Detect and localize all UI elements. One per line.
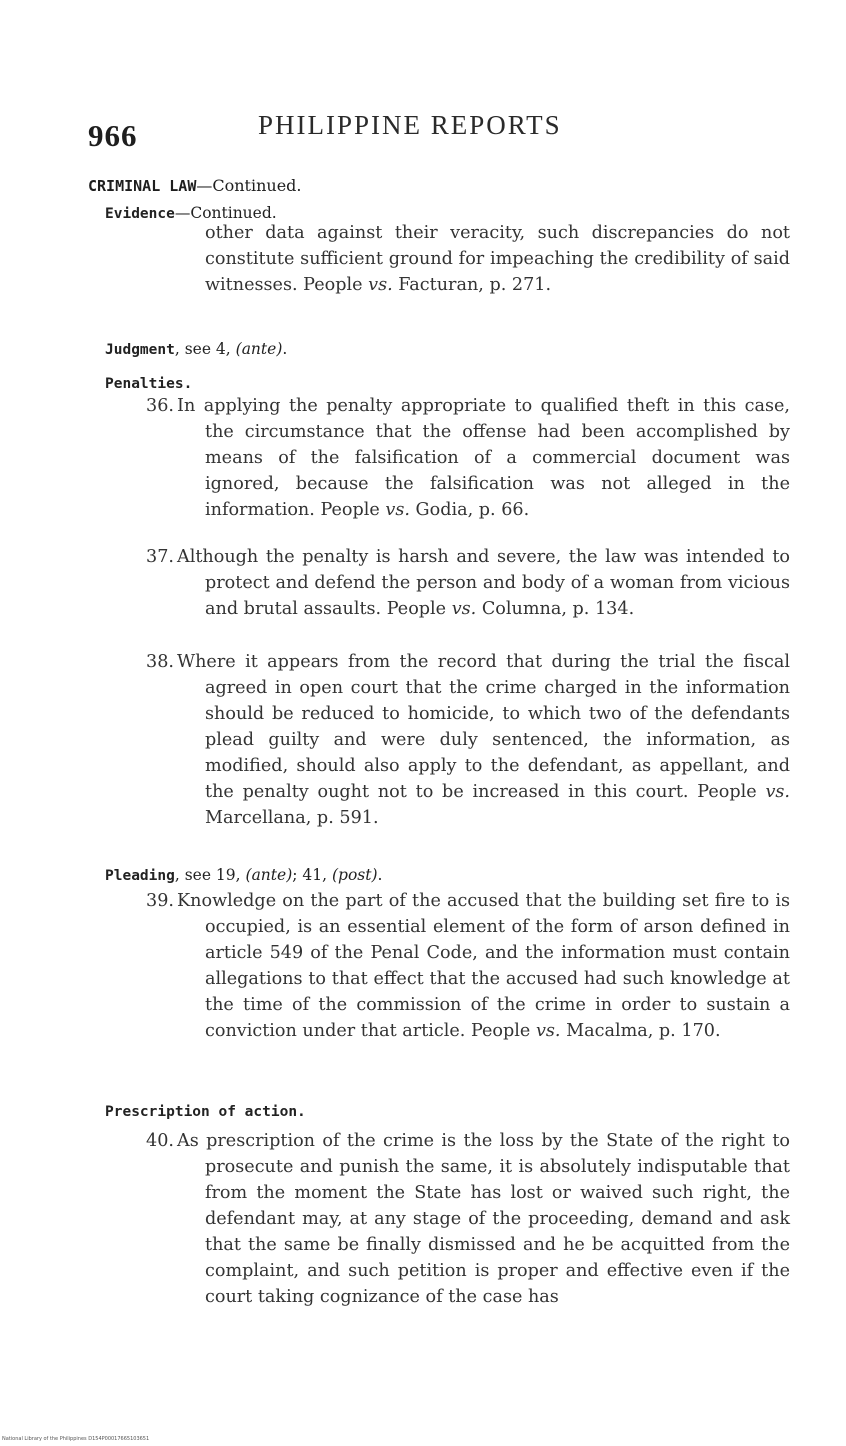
pleading-mid: ; 41, [292, 866, 332, 884]
versus-abbr: vs. [368, 275, 393, 295]
versus-abbr: vs. [385, 500, 410, 520]
entry-number: 40. [146, 1131, 174, 1151]
entry-body: Knowledge on the part of the accused that the building set fire to is occupied, is an essential element of the form of arson defined in article 549 of the Penal Code, and the information must contain allegations to that effect that the accused had such knowledge at the time of the commission of the crime in order to sustain a conviction under that article. People [177, 891, 790, 1041]
versus-abbr: vs. [451, 599, 477, 619]
entry-body: As prescription of the crime is the loss by the State of the right to prosecute and punish the same, it is absolutely indisputable that from the moment the State has lost or waived such right, the defendant may, at any stage of the proceeding, demand and ask that the same be finally dismissed and he be acquitted from the complaint, and such petition is proper and effective even if the court taking cognizance of the case has [177, 1131, 790, 1307]
heading-criminal-law [88, 176, 302, 195]
case-citation: Godia, p. 66. [409, 500, 530, 520]
heading-prescription [105, 1102, 306, 1120]
judgment-ref: , see 4, [174, 340, 236, 358]
heading-penalties-label: Penalties. [105, 376, 193, 392]
entry-37 [146, 544, 790, 622]
judgment-end: . [282, 340, 288, 358]
pleading-ante: (ante) [245, 866, 293, 884]
heading-penalties [105, 374, 192, 392]
entry-body: In applying the penalty appropriate to qualified theft in this case, the circumstance that the offense had been accomplished by means of the falsification of a commercial document was ignored, because the falsification was not alleged in the information. People [177, 396, 790, 520]
heading-pleading-label: Pleading [105, 868, 175, 884]
pleading-end: . [377, 866, 383, 884]
entry-38 [146, 649, 790, 831]
heading-evidence-continued: —Continued. [174, 204, 277, 222]
heading-continued: —Continued. [196, 176, 302, 195]
entry-40 [146, 1128, 790, 1310]
library-stamp: National Library of the Philippines D154P00017665103651 [2, 1436, 150, 1442]
case-citation: Macalma, p. 170. [560, 1021, 721, 1041]
entry-number: 38. [146, 652, 174, 672]
entry-number: 39. [146, 891, 174, 911]
heading-criminal-law-label: CRIMINAL LAW [88, 177, 197, 195]
evidence-paragraph [205, 220, 790, 298]
versus-abbr: vs. [765, 782, 790, 802]
heading-judgment-label: Judgment [105, 342, 175, 358]
entry-36 [146, 393, 790, 523]
entry-39 [146, 888, 790, 1044]
case-citation: Facturan, p. 271. [392, 275, 552, 295]
heading-evidence-label: Evidence [105, 206, 175, 222]
case-citation: Marcellana, p. 591. [205, 808, 379, 828]
entry-number: 37. [146, 547, 174, 567]
entry-body: Although the penalty is harsh and severe, the law was intended to protect and defend the person and body of a woman from vicious and brutal assaults. People [177, 547, 790, 619]
case-citation: Columna, p. 134. [476, 599, 635, 619]
running-title: PHILIPPINE REPORTS [258, 110, 562, 140]
heading-pleading [105, 866, 382, 884]
page-number: 966 [88, 118, 138, 153]
heading-judgment [105, 340, 287, 358]
paragraph-body: other data against their veracity, such discrepancies do not constitute sufficient ground for impeaching the credibility of said witnesses. People [205, 223, 790, 295]
pleading-post: (post) [331, 866, 378, 884]
heading-prescription-label: Prescription of action. [105, 1104, 306, 1120]
judgment-ante: (ante) [235, 340, 283, 358]
versus-abbr: vs. [535, 1021, 561, 1041]
entry-number: 36. [146, 396, 174, 416]
entry-body: Where it appears from the record that during the trial the fiscal agreed in open court that the crime charged in the information should be reduced to homicide, to which two of the defendants plead guilty and were duly sentenced, the information, as modified, should also apply to the defendant, as appellant, and the penalty ought not to be increased in this court. People [177, 652, 790, 802]
pleading-ref: , see 19, [174, 866, 246, 884]
